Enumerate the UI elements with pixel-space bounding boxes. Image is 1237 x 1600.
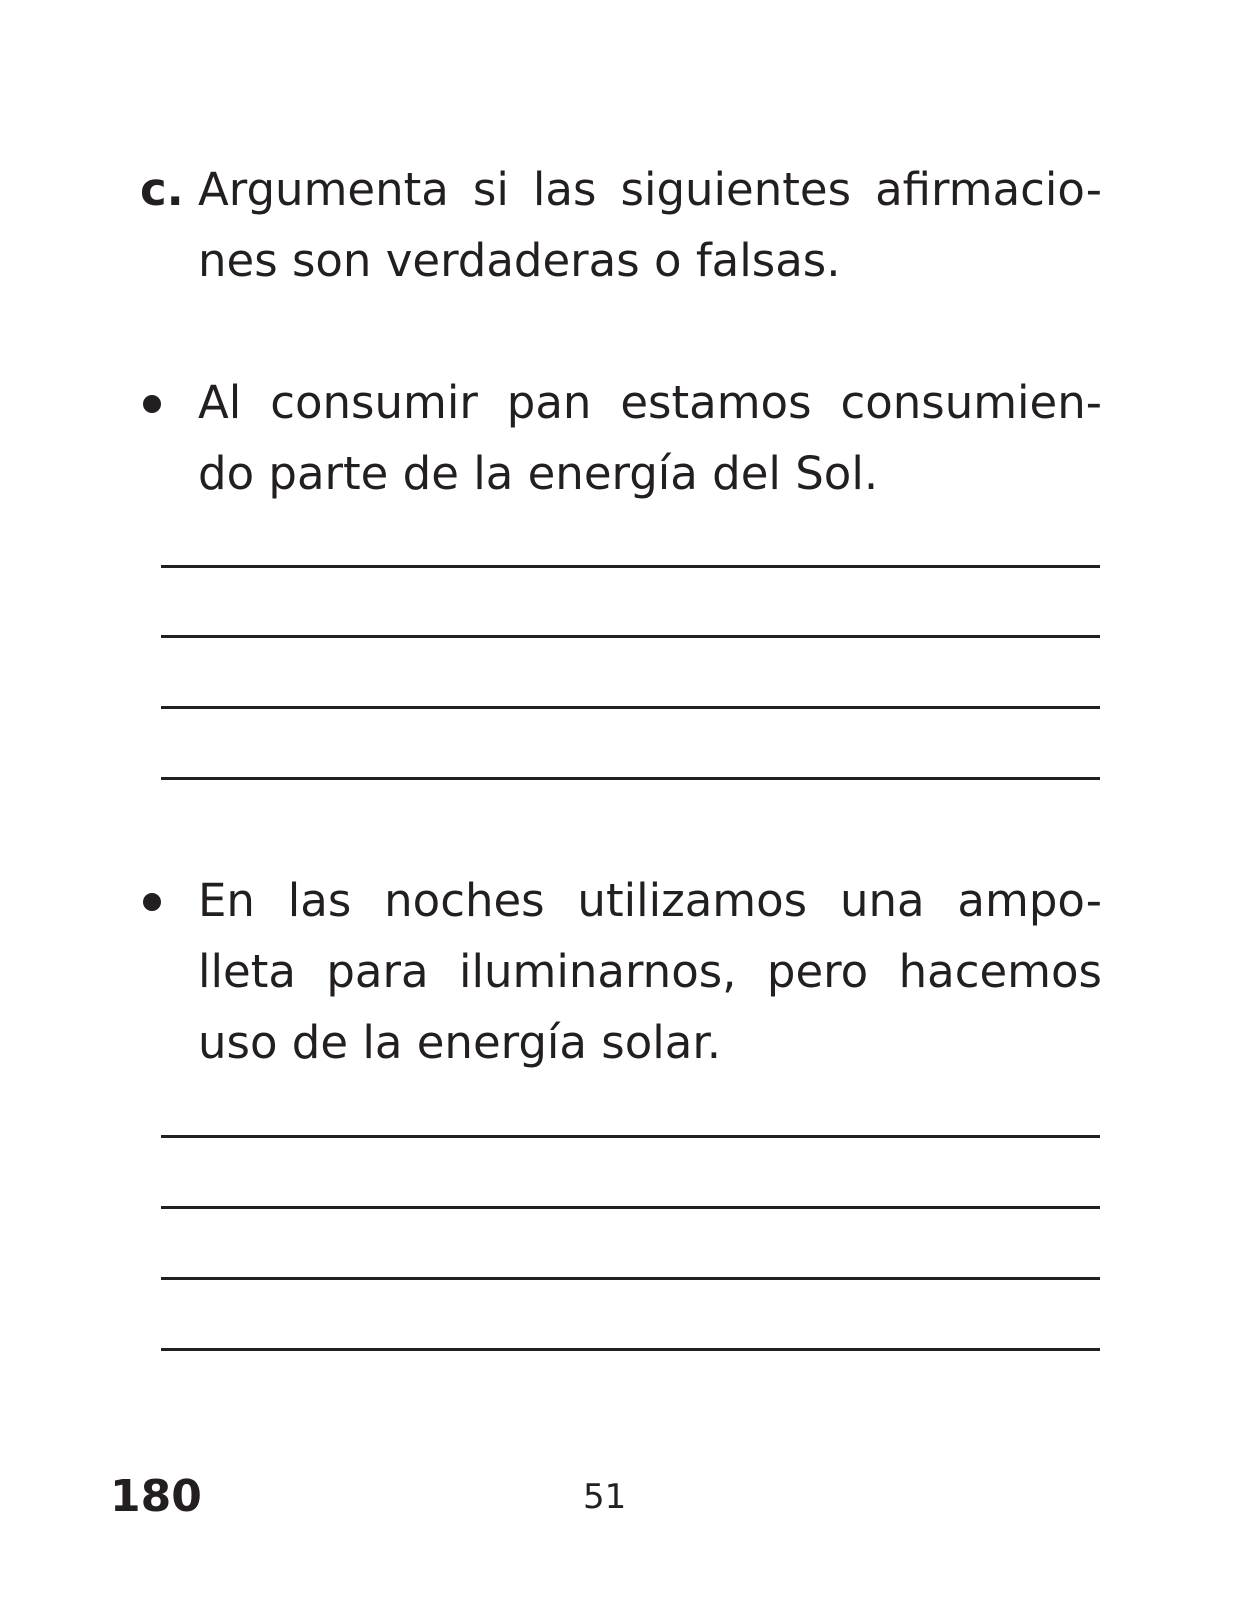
answer-line[interactable] xyxy=(161,1135,1100,1138)
answer-line[interactable] xyxy=(161,1206,1100,1209)
bullet-icon xyxy=(143,395,161,413)
answer-line[interactable] xyxy=(161,1348,1100,1351)
statement-1-line-1: Al consumir pan estamos consumien- xyxy=(198,376,1102,429)
answer-line[interactable] xyxy=(161,706,1100,709)
question-marker: c. xyxy=(140,163,184,216)
statement-2-line-2: lleta para iluminarnos, pero hacemos xyxy=(198,945,1102,998)
book-folio: 180 xyxy=(110,1471,202,1522)
question-text-line-1: Argumenta si las siguientes afirmacio- xyxy=(198,163,1102,216)
answer-line[interactable] xyxy=(161,777,1100,780)
statement-2-line-3: uso de la energía solar. xyxy=(198,1016,722,1069)
question-text-line-2: nes son verdaderas o falsas. xyxy=(198,234,841,287)
bullet-icon xyxy=(143,893,161,911)
statement-1-line-2: do parte de la energía del Sol. xyxy=(198,447,879,500)
answer-line[interactable] xyxy=(161,635,1100,638)
statement-2-line-1: En las noches utilizamos una ampo- xyxy=(198,874,1102,927)
answer-line[interactable] xyxy=(161,565,1100,568)
page-number: 51 xyxy=(583,1477,627,1517)
answer-line[interactable] xyxy=(161,1277,1100,1280)
